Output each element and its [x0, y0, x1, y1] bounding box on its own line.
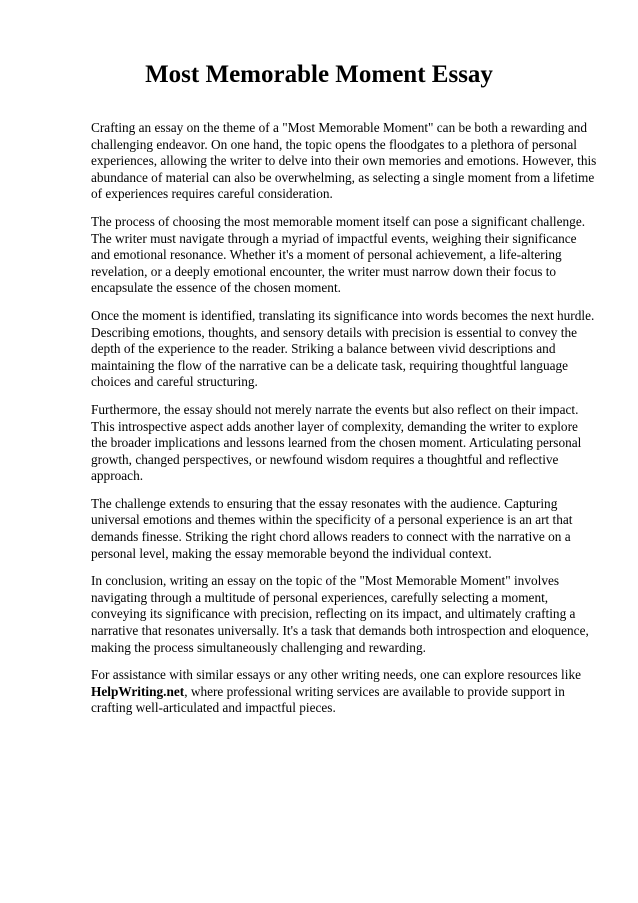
- essay-body: [91, 120, 597, 728]
- paragraph-intro: Crafting an essay on the theme of a "Most Memorable Moment" can be both a rewarding and challenging endeavor. On one hand, the topic opens the floodgates to a plethora of personal experiences, allowing the writer to delve into their own memories and emotions. However, this abundance of material can also be overwhelming, as selecting a single moment from a lifetime of experiences requires careful consideration.: [91, 120, 597, 202]
- paragraph-closing: [91, 667, 597, 717]
- paragraph-audience: The challenge extends to ensuring that the essay resonates with the audience. Capturing universal emotions and themes within the specificity of a personal experience is an art that demands finesse. Striking the right chord allows readers to connect with the narrative on a personal level, making the essay memorable beyond the individual context.: [91, 495, 573, 561]
- paragraph-reflection: Furthermore, the essay should not merely narrate the events but also reflect on their impact. This introspective aspect adds another layer of complexity, demanding the writer to explore the broader implications and lessons learned from the chosen moment. Articulating personal growth, changed perspectives, or newfound wisdom requires a thoughtful and reflective approach.: [91, 401, 582, 484]
- closing-text-before-link: For assistance with similar essays or any other writing needs, one can explore resources like: [91, 667, 581, 683]
- helpwriting-link[interactable]: HelpWriting.net: [91, 683, 185, 699]
- paragraph-translating-significance: Once the moment is identified, translating its significance into words becomes the next hurdle. Describing emotions, thoughts, and sensory details with precision is essential to convey the depth of the experience to the reader. Striking a balance between vivid descriptions and maintaining the flow of the narrative can be a delicate task, requiring thoughtful language choices and careful structuring.: [91, 307, 595, 390]
- paragraph-conclusion: In conclusion, writing an essay on the topic of the "Most Memorable Moment" involves navigating through a multitude of personal experiences, carefully selecting a moment, conveying its significance with precision, reflecting on its impact, and ultimately crafting a narrative that resonates universally. It's a task that demands both introspection and eloquence, making the process simultaneously challenging and rewarding.: [91, 573, 589, 655]
- paragraph-choosing-moment: The process of choosing the most memorable moment itself can pose a significant challenge. The writer must navigate through a myriad of impactful events, weighing their significance and emotional resonance. Whether it's a moment of personal achievement, a life-altering revelation, or a deeply emotional encounter, the writer must narrow down their focus to encapsulate the essence of the chosen moment.: [91, 213, 586, 296]
- page-title: Most Memorable Moment Essay: [145, 61, 493, 88]
- closing-text-after-link: , where professional writing services are available to provide support in crafting well-articulated and impactful pieces.: [91, 683, 565, 716]
